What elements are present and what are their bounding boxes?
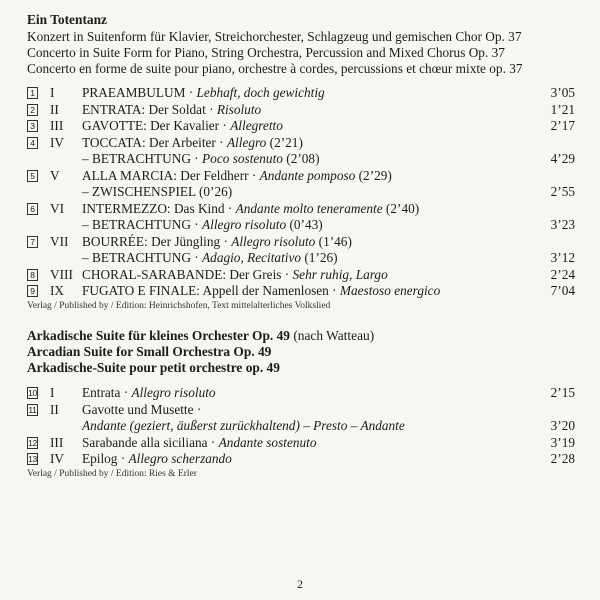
track-duration: 2’55: [550, 184, 575, 199]
section1-credit: Verlag / Published by / Edition: Heinrichshofen, Text mittelalterliches Volkslied: [27, 301, 331, 311]
part-duration: (2’29): [355, 167, 392, 183]
tempo-marking: Adagio, Recitativo: [202, 250, 302, 265]
movement-title: [82, 451, 232, 467]
movement-name: PRAEAMBULUM ·: [82, 85, 197, 100]
track-row: [27, 102, 575, 118]
track-duration: 1’21: [550, 101, 575, 117]
movement-numeral: IV: [50, 451, 65, 466]
movement-name: Gavotte und Musette ·: [82, 401, 202, 417]
section2-title-main: Arkadische Suite für kleines Orchester Op. 49: [27, 328, 290, 343]
track-row: [27, 283, 575, 299]
track-duration: 3’05: [550, 85, 575, 100]
track-duration: 4’29: [550, 151, 575, 166]
movement-title: [82, 435, 316, 451]
track-row: [27, 135, 575, 151]
movement-numeral: VI: [50, 200, 65, 216]
movement-name: Entrata ·: [82, 385, 132, 400]
movement-title: [82, 267, 388, 283]
movement-title: [82, 184, 232, 200]
part-duration: (0’43): [286, 217, 323, 232]
track-number-box: 3: [27, 120, 38, 132]
movement-title: [82, 402, 201, 418]
movement-numeral: II: [50, 101, 59, 117]
movement-name: Epilog ·: [82, 451, 129, 466]
movement-numeral: IX: [50, 283, 65, 298]
track-row: [27, 201, 575, 217]
track-duration: 2’28: [550, 451, 575, 466]
tempo-marking: Andante molto teneramente: [235, 200, 383, 216]
part-duration: (1’46): [315, 233, 352, 249]
track-number-box: 13: [28, 454, 37, 464]
track-number-box: 7: [27, 236, 38, 248]
track-row: [27, 402, 575, 418]
track-row: [27, 451, 575, 467]
tempo-marking: Allegro scherzando: [128, 451, 232, 466]
track-row: [27, 151, 575, 167]
tempo-marking: Allegro: [226, 134, 267, 150]
track-number-box: 11: [28, 404, 37, 415]
tempo-marking: Allegro risoluto: [231, 233, 316, 249]
tempo-marking: Andante (geziert, äußerst zurückhaltend) – Presto – Andante: [82, 418, 405, 433]
movement-name: – BETRACHTUNG ·: [82, 217, 203, 232]
movement-title: [82, 135, 303, 151]
movement-title: [82, 283, 440, 299]
part-duration: (2’21): [266, 134, 303, 150]
movement-title: [82, 118, 283, 134]
track-row: [27, 234, 575, 250]
movement-title: [82, 217, 323, 233]
tempo-marking: Andante pomposo: [259, 167, 356, 183]
track-duration: 2’17: [550, 118, 575, 133]
movement-name: – ZWISCHENSPIEL (0’26): [82, 184, 233, 199]
movement-numeral: I: [50, 385, 55, 400]
tempo-marking: Sehr ruhig, Largo: [292, 266, 388, 282]
movement-name: – BETRACHTUNG ·: [82, 250, 203, 265]
track-row: [27, 168, 575, 184]
section1-subtitle-fr: Concerto en forme de suite pour piano, orchestre à cordes, percussions et chœur mixte op. 37: [27, 61, 523, 76]
track-row: [27, 250, 575, 266]
movement-name: TOCCATA: Der Arbeiter ·: [82, 134, 227, 150]
movement-name: INTERMEZZO: Das Kind ·: [82, 200, 236, 216]
tempo-marking: Andante sostenuto: [218, 434, 317, 450]
section2-subtitle-en: Arcadian Suite for Small Orchestra Op. 49: [27, 344, 272, 359]
movement-name: FUGATO E FINALE: Appell der Namenlosen ·: [82, 283, 340, 298]
track-number-box: 8: [27, 269, 38, 281]
track-duration: 7’04: [550, 283, 575, 298]
movement-title: [82, 201, 419, 217]
movement-numeral: II: [50, 401, 59, 417]
movement-title: [82, 418, 405, 434]
section1-title: Ein Totentanz: [27, 12, 107, 27]
track-row: [27, 184, 575, 200]
tempo-marking: Allegro risoluto: [131, 385, 216, 400]
movement-title: [82, 102, 261, 118]
track-row: [27, 217, 575, 233]
movement-name: – BETRACHTUNG ·: [82, 151, 203, 166]
section2-title-note: (nach Watteau): [289, 328, 375, 343]
track-number-box: 6: [27, 203, 38, 215]
section2-subtitle-fr: Arkadische-Suite pour petit orchestre op. 49: [27, 360, 280, 375]
part-duration: (2’40): [382, 200, 420, 216]
movement-name: BOURRÉE: Der Jüngling ·: [82, 233, 232, 249]
track-duration: 2’15: [550, 385, 575, 400]
movement-numeral: IV: [50, 134, 65, 150]
tempo-marking: Lebhaft, doch gewichtig: [196, 85, 325, 100]
track-row: [27, 385, 575, 401]
section1-subtitle-en: Concerto in Suite Form for Piano, String Orchestra, Percussion and Mixed Chorus Op. 37: [27, 45, 505, 60]
page-number: 2: [297, 577, 303, 591]
movement-name: ENTRATA: Der Soldat ·: [82, 101, 217, 117]
track-number-box: 12: [28, 437, 37, 448]
section1-subtitle-de: Konzert in Suitenform für Klavier, Streichorchester, Schlagzeug und gemischen Chor Op. 37: [27, 29, 522, 44]
track-duration: 3’12: [550, 250, 575, 265]
part-duration: (2’08): [282, 151, 320, 166]
part-duration: (1’26): [301, 250, 338, 265]
track-row: [27, 435, 575, 451]
movement-numeral: I: [50, 85, 55, 100]
movement-title: [82, 385, 216, 401]
movement-numeral: VII: [50, 233, 69, 249]
tempo-marking: Allegro risoluto: [202, 217, 287, 232]
track-number-box: 2: [27, 104, 38, 116]
movement-name: GAVOTTE: Der Kavalier ·: [82, 118, 231, 133]
track-duration: 2’24: [550, 266, 575, 282]
movement-numeral: III: [50, 118, 64, 133]
section2-credit: Verlag / Published by / Edition: Ries & Erler: [27, 469, 197, 479]
movement-name: CHORAL-SARABANDE: Der Greis ·: [82, 266, 293, 282]
movement-numeral: VIII: [50, 266, 73, 282]
track-number-box: 10: [28, 388, 37, 398]
track-duration: 3’20: [550, 418, 575, 433]
movement-name: ALLA MARCIA: Der Feldherr ·: [82, 167, 260, 183]
movement-numeral: III: [50, 434, 64, 450]
tempo-marking: Maestoso energico: [339, 283, 441, 298]
tempo-marking: Risoluto: [216, 101, 262, 117]
movement-name: Sarabande alla siciliana ·: [82, 434, 219, 450]
movement-numeral: V: [50, 167, 60, 183]
movement-title: [82, 151, 320, 167]
movement-title: [82, 85, 325, 101]
section2-title: [27, 328, 374, 343]
track-row: [27, 267, 575, 283]
track-row: [27, 418, 575, 434]
track-row: [27, 118, 575, 134]
track-row: [27, 85, 575, 101]
movement-title: [82, 250, 338, 266]
movement-title: [82, 168, 392, 184]
tempo-marking: Allegretto: [230, 118, 283, 133]
track-duration: 3’19: [550, 434, 575, 450]
track-number-box: 4: [27, 137, 38, 149]
track-number-box: 9: [27, 285, 38, 297]
tempo-marking: Poco sostenuto: [202, 151, 283, 166]
movement-title: [82, 234, 352, 250]
track-number-box: 5: [27, 170, 38, 182]
track-duration: 3’23: [550, 217, 575, 232]
track-number-box: 1: [27, 87, 38, 99]
